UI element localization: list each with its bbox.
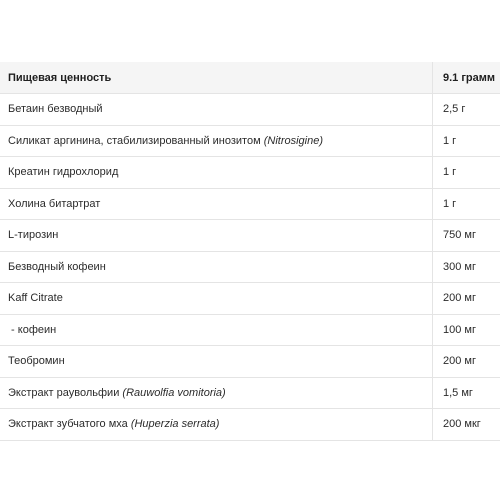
ingredient-amount: 1 г <box>432 189 500 220</box>
ingredient-label: Kaff Citrate <box>8 292 63 305</box>
ingredient-label: L-тирозин <box>8 229 59 242</box>
ingredient-label: Экстракт зубчатого мха <box>8 418 128 431</box>
header-amount: 9.1 грамм <box>432 62 500 93</box>
nutrition-table <box>0 62 500 441</box>
ingredient-name <box>0 260 432 274</box>
ingredient-label: Экстракт раувольфии <box>8 386 120 399</box>
ingredient-latin-name: (Rauwolfia vomitoria) <box>122 386 226 399</box>
ingredient-label: Бетаин безводный <box>8 103 103 116</box>
ingredient-amount: 1 г <box>432 126 500 157</box>
table-row <box>0 220 500 252</box>
ingredient-label: Креатин гидрохлорид <box>8 166 119 179</box>
ingredient-amount: 750 мг <box>432 220 500 251</box>
ingredient-name <box>0 323 432 337</box>
ingredient-amount: 200 мг <box>432 283 500 314</box>
header-name: Пищевая ценность <box>8 71 112 84</box>
ingredient-label: Холина битартрат <box>8 197 101 210</box>
ingredient-amount: 1,5 мг <box>432 378 500 409</box>
ingredient-amount: 1 г <box>432 157 500 188</box>
ingredient-amount: 100 мг <box>432 315 500 346</box>
ingredient-name <box>0 228 432 242</box>
ingredient-name <box>0 102 432 116</box>
ingredient-label: Теобромин <box>8 355 65 368</box>
table-row <box>0 346 500 378</box>
ingredient-amount: 300 мг <box>432 252 500 283</box>
ingredient-amount: 200 мг <box>432 346 500 377</box>
table-row <box>0 283 500 315</box>
ingredient-amount: 2,5 г <box>432 94 500 125</box>
ingredient-label: - кофеин <box>8 323 57 336</box>
table-header-row <box>0 62 500 94</box>
ingredient-label: Безводный кофеин <box>8 260 106 273</box>
table-row <box>0 252 500 284</box>
table-row <box>0 378 500 410</box>
table-row <box>0 189 500 221</box>
ingredient-latin-name: (Huperzia serrata) <box>130 418 220 431</box>
table-row <box>0 94 500 126</box>
ingredient-name <box>0 134 432 148</box>
ingredient-name <box>0 417 432 431</box>
table-row <box>0 157 500 189</box>
ingredient-name <box>0 354 432 368</box>
ingredient-amount: 200 мкг <box>432 409 500 440</box>
table-row <box>0 409 500 441</box>
ingredient-name <box>0 165 432 179</box>
ingredient-name <box>0 386 432 400</box>
table-row <box>0 315 500 347</box>
table-row <box>0 126 500 158</box>
ingredient-label: Силикат аргинина, стабилизированный инозитом <box>8 134 261 147</box>
ingredient-name <box>0 291 432 305</box>
ingredient-latin-name: (Nitrosigine) <box>263 134 324 147</box>
ingredient-name <box>0 197 432 211</box>
